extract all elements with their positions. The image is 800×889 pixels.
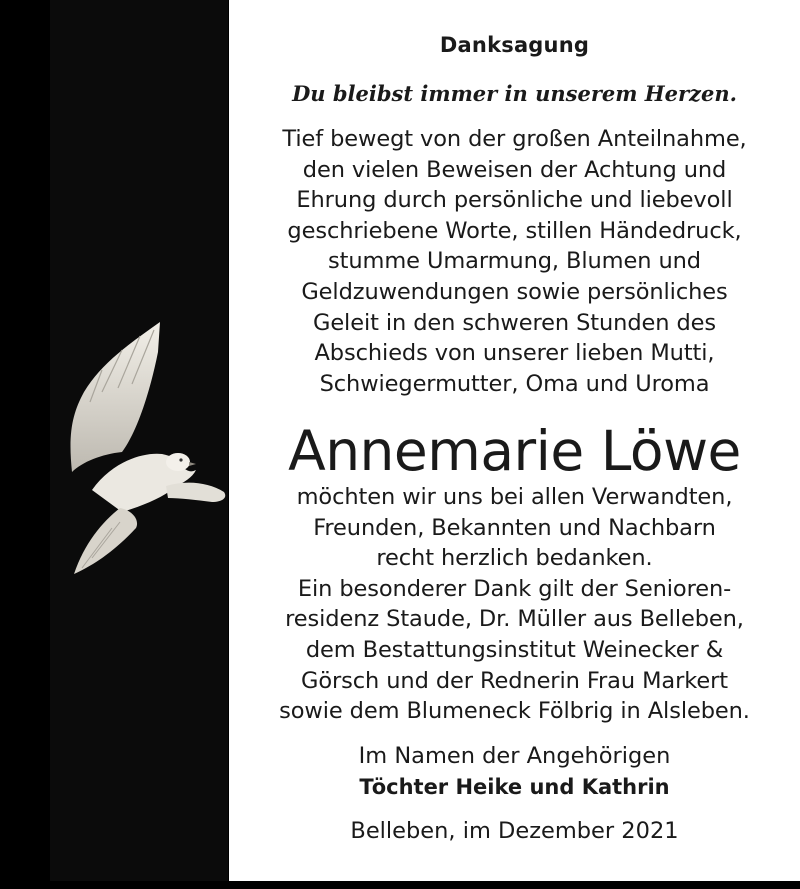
deceased-name: Annemarie Löwe bbox=[288, 419, 741, 483]
intro-line: Ehrung durch persönliche und liebevoll bbox=[296, 187, 733, 214]
intro-line: Tief bewegt von der großen Anteilnahme, bbox=[282, 126, 747, 152]
intro-line: geschriebene Worte, stillen Händedruck, bbox=[287, 217, 742, 244]
intro-line: Schwiegermutter, Oma und Uroma bbox=[319, 370, 710, 397]
intro-line: Geleit in den schweren Stunden des bbox=[312, 309, 717, 336]
intro-line: Geldzuwendungen sowie persönliches bbox=[301, 278, 728, 305]
notice-motto: Du bleibst immer in unserem Herzen. bbox=[292, 81, 737, 106]
on-behalf-line: Im Namen der Angehörigen bbox=[358, 743, 671, 769]
thanks-line: Freunden, Bekannten und Nachbarn bbox=[313, 514, 716, 541]
thanks-line: möchten wir uns bei allen Verwandten, bbox=[296, 484, 733, 510]
signers: Töchter Heike und Kathrin bbox=[359, 775, 670, 799]
thanks-line: recht herzlich bedanken. bbox=[376, 545, 653, 572]
thanks-line: sowie dem Blumeneck Fölbrig in Alsleben. bbox=[279, 698, 750, 725]
obituary-text-panel bbox=[229, 0, 800, 881]
notice-heading: Danksagung bbox=[439, 33, 590, 57]
intro-paragraph bbox=[229, 124, 800, 399]
intro-line: Abschieds von unserer lieben Mutti, bbox=[314, 340, 715, 367]
thanks-paragraph bbox=[229, 482, 800, 727]
thanks-line: Görsch und der Rednerin Frau Markert bbox=[301, 667, 728, 694]
thanks-line: residenz Staude, Dr. Müller aus Belleben, bbox=[285, 606, 744, 633]
intro-line: stumme Umarmung, Blumen und bbox=[328, 248, 701, 275]
intro-line: den vielen Beweisen der Achtung und bbox=[302, 156, 727, 183]
thanks-line: Ein besonderer Dank gilt der Senioren- bbox=[297, 575, 732, 602]
white-dove-icon bbox=[62, 322, 228, 574]
thanks-line: dem Bestattungsinstitut Weinecker & bbox=[305, 636, 724, 663]
place-date: Belleben, im Dezember 2021 bbox=[350, 818, 679, 844]
